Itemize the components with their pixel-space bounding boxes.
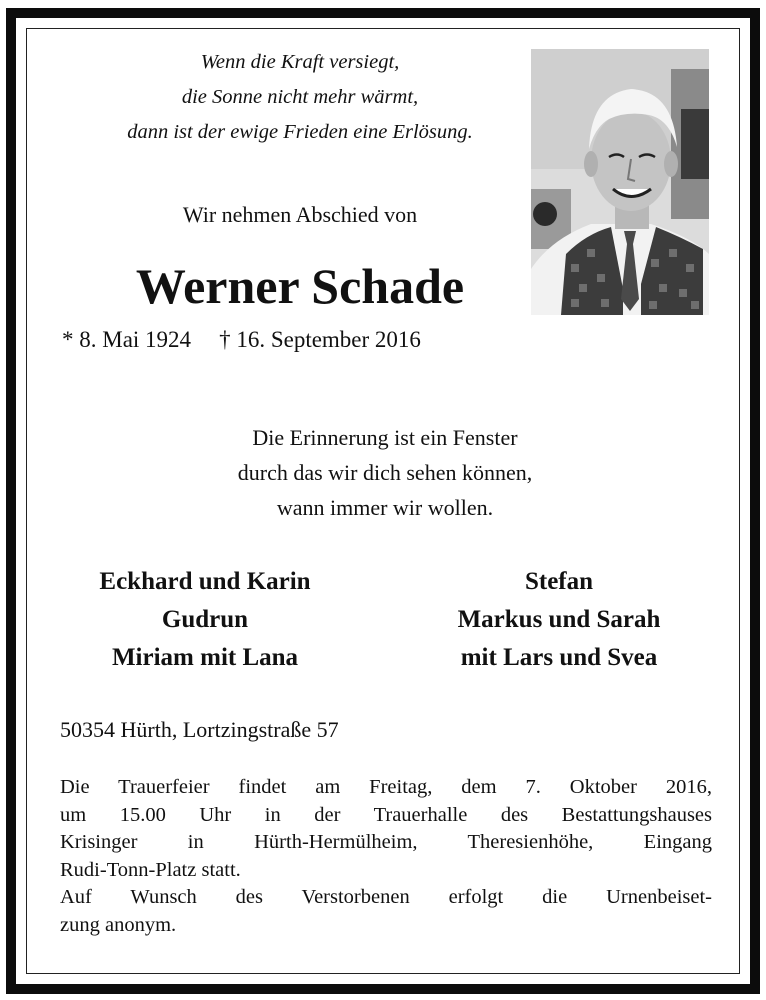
mourners-right (389, 563, 729, 677)
funeral-notice (60, 774, 712, 939)
mourner-line: Stefan (524, 568, 594, 595)
mourner-line: mit Lars und Svea (460, 644, 658, 671)
family-address: 50354 Hürth, Lortzingstraße 57 (60, 717, 339, 742)
quote-line: Die Erinnerung ist ein Fenster (252, 425, 518, 450)
opening-verse (40, 45, 560, 150)
birth-date: * 8. Mai 1924 (62, 327, 192, 352)
notice-line: Auf Wunsch des Verstorbenen erfolgt die Urnenbeiset- (60, 886, 712, 908)
notice-line: Krisinger in Hürth-Hermülheim, Theresienhöhe, Eingang (60, 831, 712, 853)
verse-line: Wenn die Kraft versiegt, (200, 51, 400, 73)
mourner-line: Eckhard und Karin (99, 568, 311, 595)
death-date: † 16. September 2016 (219, 327, 421, 352)
mourner-line: Gudrun (161, 606, 249, 633)
mourner-line: Miriam mit Lana (111, 644, 299, 671)
notice-line: Die Trauerfeier findet am Freitag, dem 7. Oktober 2016, (60, 776, 712, 798)
notice-line: um 15.00 Uhr in der Trauerhalle des Bestattungshauses (60, 803, 712, 826)
mourners-left (35, 563, 375, 677)
quote-line: durch das wir dich sehen können, (237, 460, 533, 485)
notice-line: zung anonym. (60, 913, 177, 936)
farewell-line: Wir nehmen Abschied von (182, 202, 418, 227)
verse-line: dann ist der ewige Frieden eine Erlösung. (127, 121, 473, 143)
deceased-name: Werner Schade (135, 258, 465, 314)
life-dates (62, 322, 582, 358)
notice-line: Rudi-Tonn-Platz statt. (60, 858, 241, 881)
verse-line: die Sonne nicht mehr wärmt, (181, 86, 419, 108)
memorial-quote (80, 420, 690, 525)
quote-line: wann immer wir wollen. (276, 495, 494, 520)
mourner-line: Markus und Sarah (457, 606, 661, 633)
